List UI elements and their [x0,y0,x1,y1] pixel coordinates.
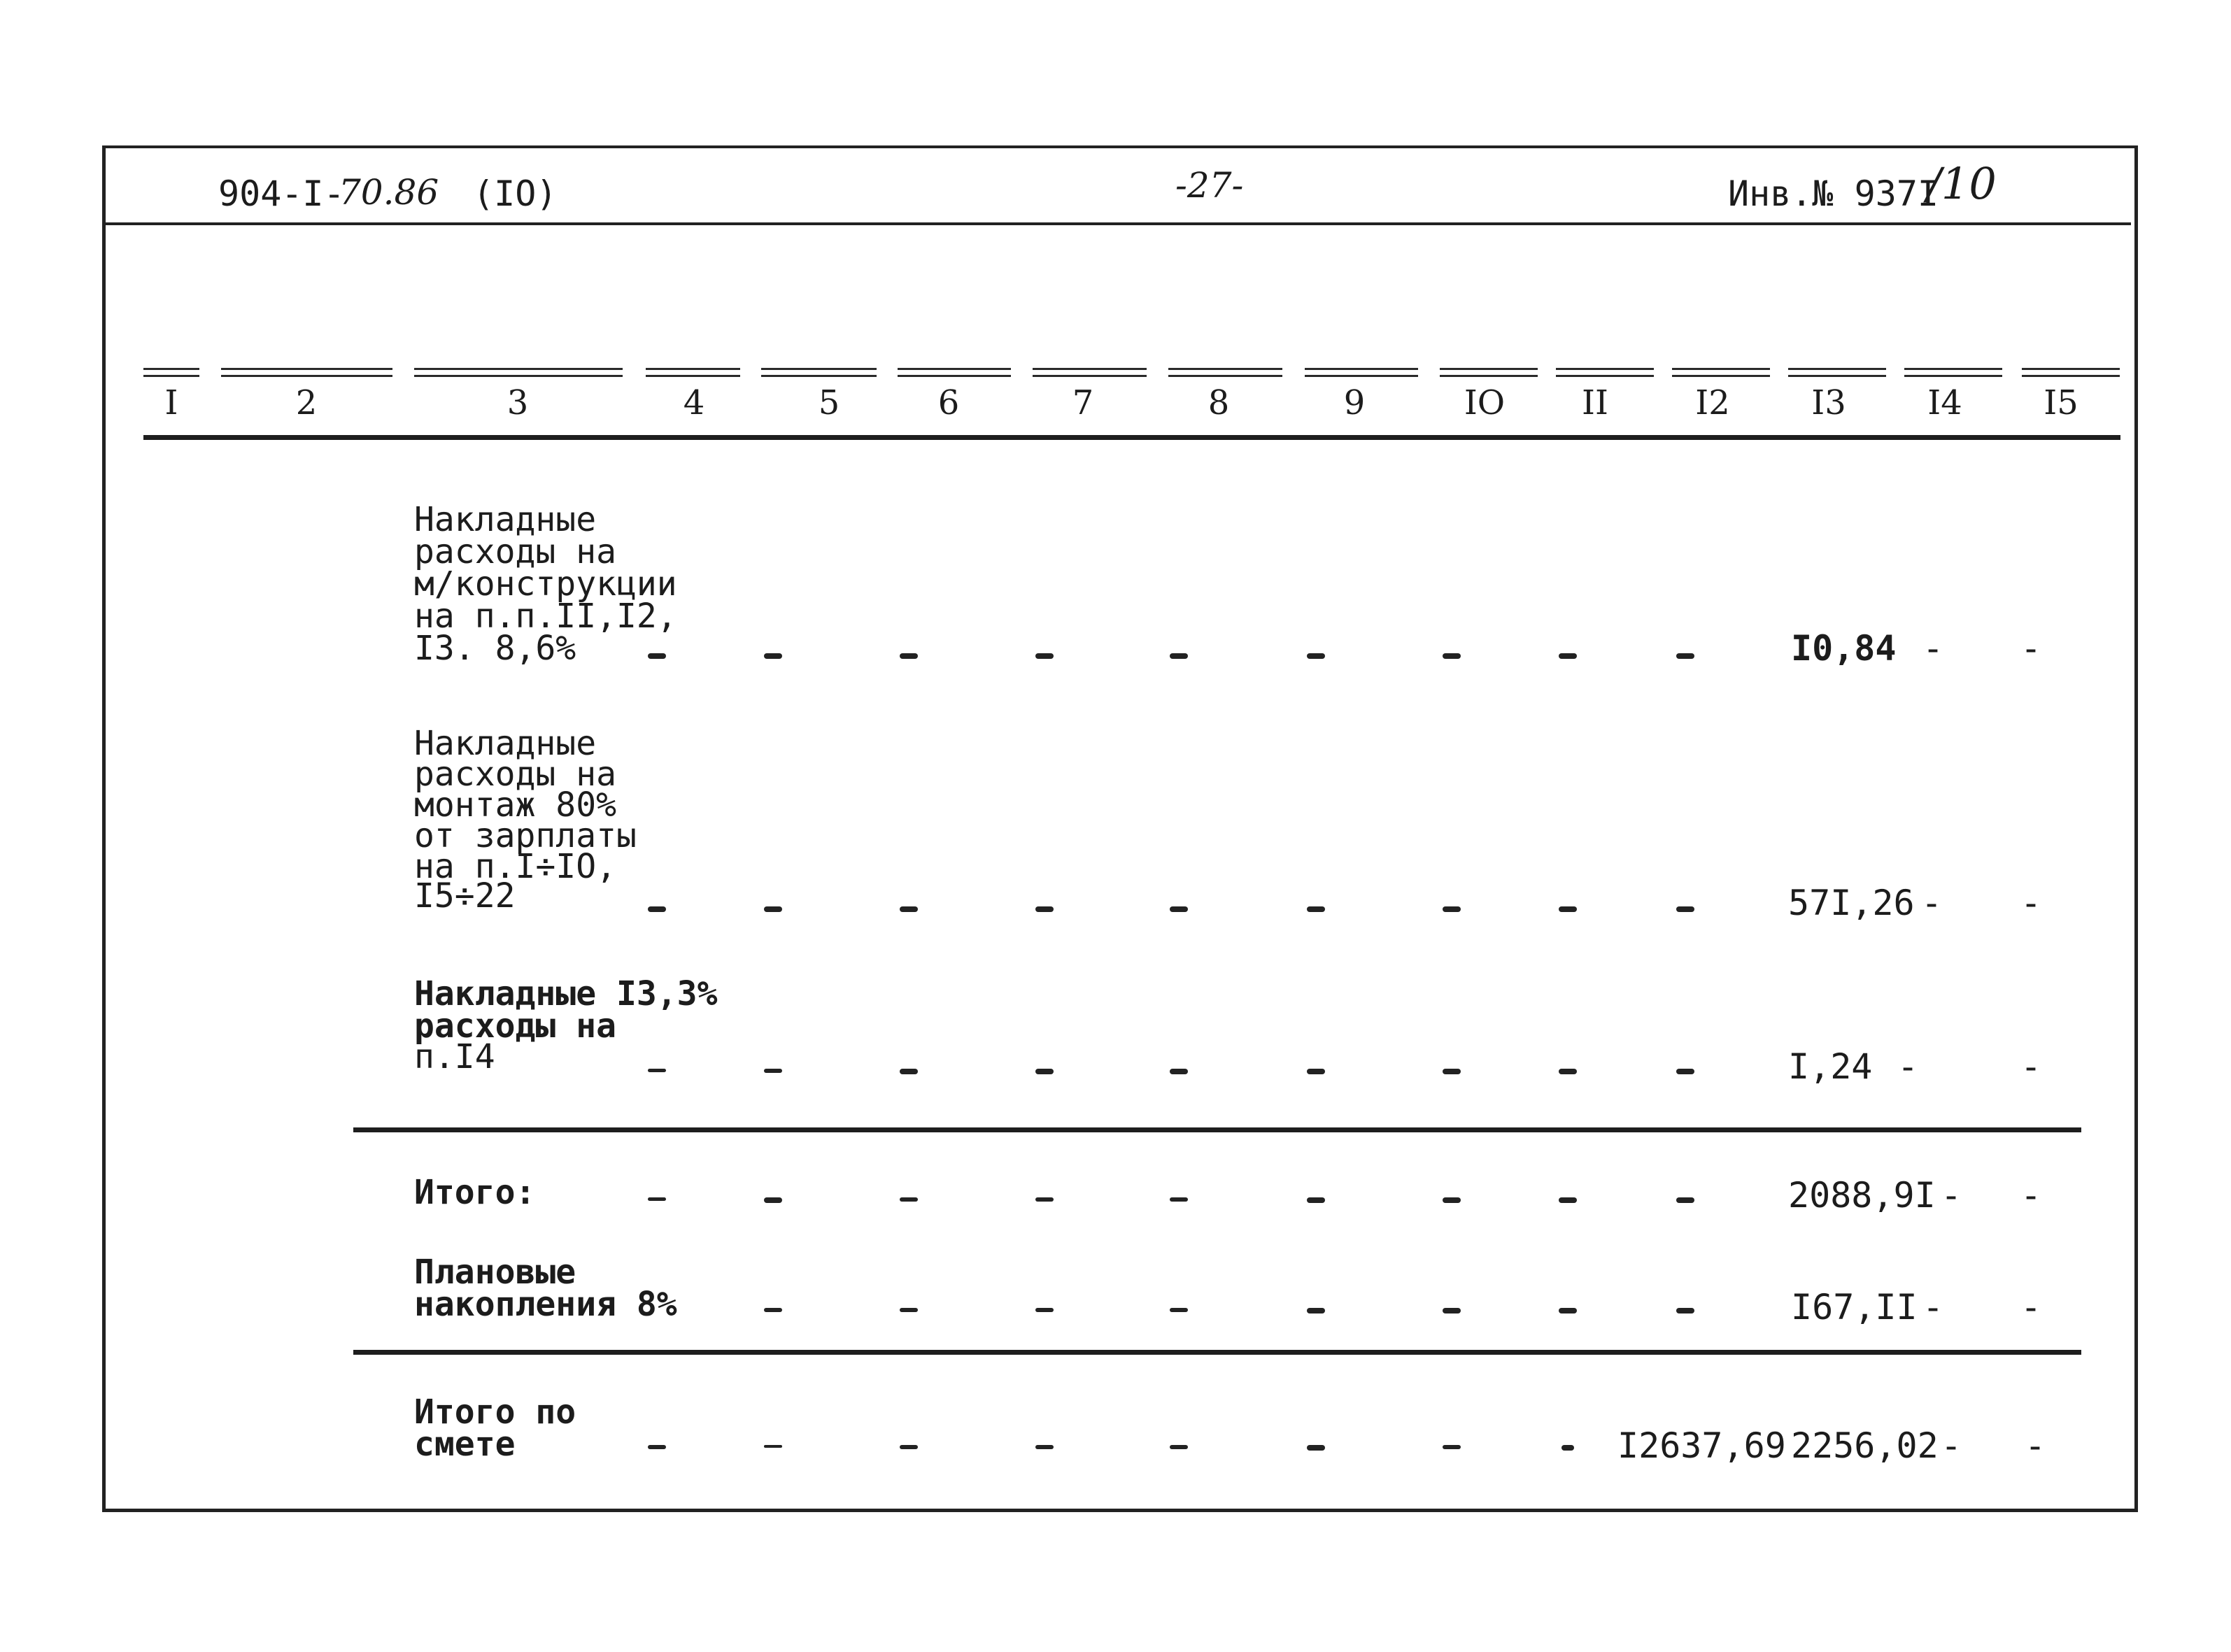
row-label-line: расходы на [414,755,616,794]
row-label-line: I5÷22 [414,876,516,916]
row-value-col14: - [1897,1046,1919,1087]
inventory-number: Инв.№ 937I [1728,173,1939,214]
doc-code-handwritten: 70.86 [339,172,439,213]
row-value-col12: I2637,69 [1617,1425,1786,1466]
row-label-line: Накладные I3,3% [414,974,718,1013]
row-value-col13: I0,84 [1791,628,1897,669]
column-number: I [164,383,178,422]
row-value-col13: I,24 [1788,1046,1873,1087]
column-number: I5 [2044,383,2078,422]
row-value-col15: - [2020,628,2042,669]
row-value-col15: - [2020,1046,2042,1087]
column-number: 5 [818,383,840,422]
row-value-col14: - [1941,1175,1962,1216]
row-label-line: Итого: [414,1173,536,1212]
row-label-line: монтаж 80% [414,785,616,825]
row-label-line: расходы на [414,532,616,571]
row-label-line: м/конструкции [414,564,677,604]
row-value-col15: - [2025,1425,2046,1466]
row-value-col13: 2088,9I [1788,1175,1936,1216]
column-number: I2 [1695,383,1730,422]
row-label-line: от зарплаты [414,816,637,855]
column-number: 9 [1343,383,1366,422]
row-label-line: расходы на [414,1006,616,1046]
row-label-line: накопления 8% [414,1285,677,1324]
column-number: II [1582,383,1608,422]
column-number: 7 [1072,383,1094,422]
header-rule [105,222,2131,225]
row-value-col14: - [1922,628,1944,669]
doc-suffix: (IO) [473,173,558,214]
column-number: 6 [937,383,960,422]
column-number: 3 [507,383,529,422]
column-number: I3 [1811,383,1846,422]
row-value-col14: - [1941,1425,1962,1466]
inventory-handwritten: /10 [1927,158,1997,209]
row-label-line: на п.п.II,I2, [414,597,677,636]
row-label-line: на п.I÷IO, [414,847,616,886]
column-number: I4 [1927,383,1962,422]
row-value-col14: - [1921,883,1943,923]
subtotal-rule [353,1127,2081,1132]
doc-code: 904-I- [218,173,345,214]
row-label-line: Плановые [414,1253,576,1292]
column-number: IO [1464,383,1506,422]
row-label-line: Накладные [414,724,597,763]
row-value-col13: 2256,02 [1791,1425,1939,1466]
row-value-col15: - [2020,1287,2042,1327]
row-label-line: Итого по [414,1393,576,1432]
row-label-line: смете [414,1425,516,1464]
page-number: -27- [1175,165,1244,206]
row-label-line: I3. 8,6% [414,629,576,668]
row-value-col15: - [2020,883,2042,923]
row-value-col13: 57I,26 [1788,883,1915,923]
column-number: 4 [683,383,705,422]
row-label-line: п.I4 [414,1037,495,1076]
total-rule [353,1350,2081,1355]
column-number: 8 [1207,383,1230,422]
row-value-col15: - [2020,1175,2042,1216]
column-header-rule [143,435,2120,440]
row-label-line: Накладные [414,500,597,539]
row-value-col13: I67,II [1791,1287,1918,1327]
column-number: 2 [295,383,318,422]
row-value-col14: - [1922,1287,1944,1327]
